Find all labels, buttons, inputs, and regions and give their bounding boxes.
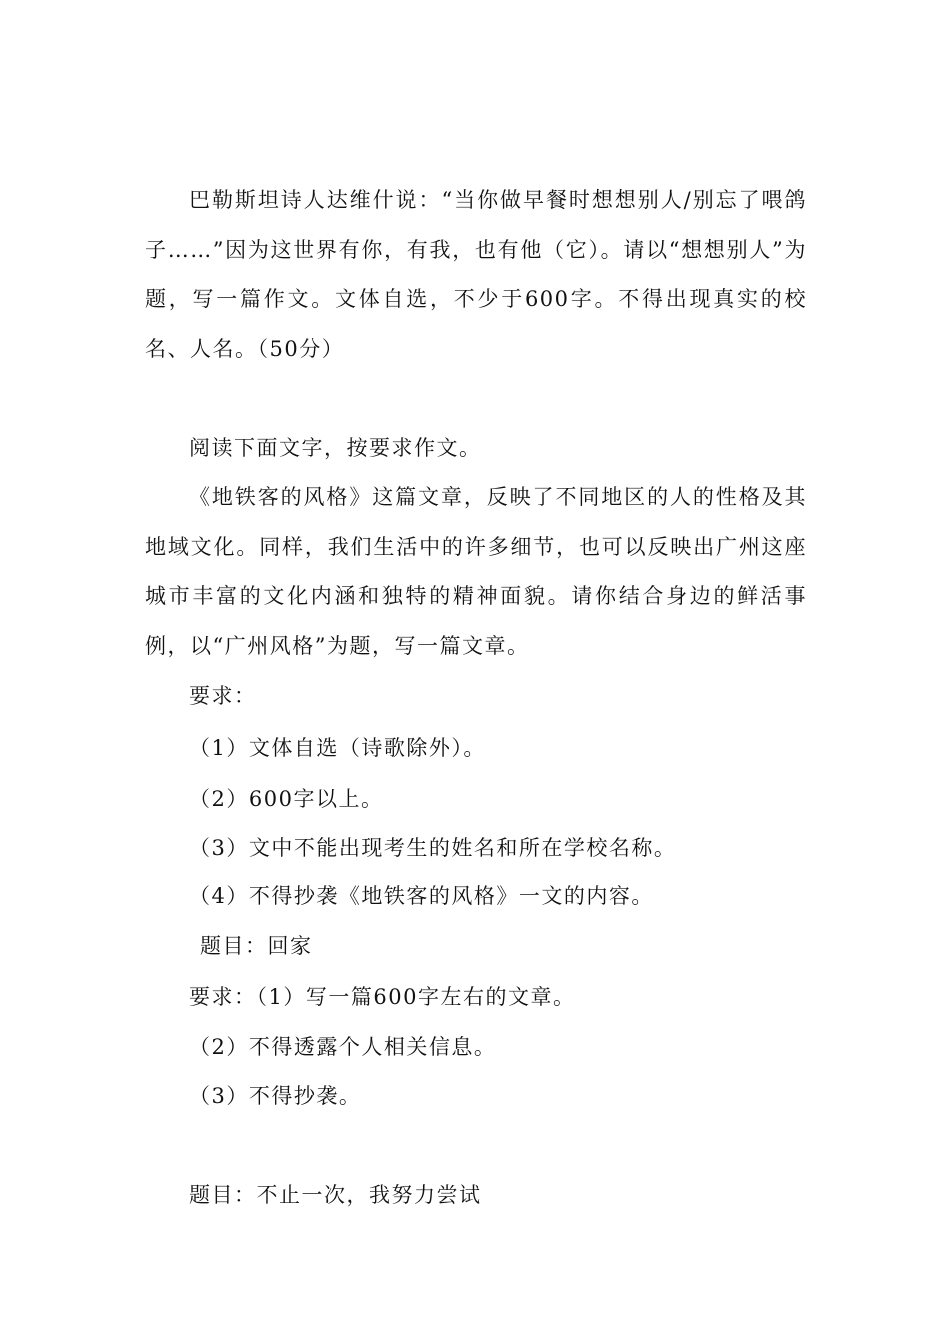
prompt-paragraph-poet: 巴勒斯坦诗人达维什说：“当你做早餐时想想别人/别忘了喂鸽子……”因为这世界有你，有我，也有他（它）。请以“想想别人”为题，写一篇作文。文体自选，不少于600字。不得出现真实的校名、人名。（50分）: [145, 188, 807, 361]
requirement-item-1: （1）文体自选（诗歌除外）。: [189, 736, 486, 760]
requirement-item-3: （3）文中不能出现考生的姓名和所在学校名称。: [189, 836, 677, 860]
prompt-paragraph-subway: 《地铁客的风格》这篇文章，反映了不同地区的人的性格及其地域文化。同样，我们生活中的许多细节，也可以反映出广州这座城市丰富的文化内涵和独特的精神面貌。请你结合身边的鲜活事例，以“广州风格”为题，写一篇文章。: [145, 485, 807, 658]
topic-try-title: 题目：不止一次，我努力尝试: [189, 1183, 482, 1207]
requirements-label: 要求：: [189, 684, 257, 708]
requirement-item-4: （4）不得抄袭《地铁客的风格》一文的内容。: [189, 884, 654, 908]
topic-home-requirement-3: （3）不得抄袭。: [189, 1084, 362, 1108]
instruction-line: 阅读下面文字，按要求作文。: [189, 436, 482, 460]
topic-home-title: 题目：回家: [200, 934, 313, 958]
topic-home-requirement-2: （2）不得透露个人相关信息。: [189, 1035, 497, 1059]
requirement-item-2: （2）600字以上。: [189, 787, 384, 811]
topic-home-requirement-1: 要求：（1）写一篇600字左右的文章。: [189, 985, 576, 1009]
